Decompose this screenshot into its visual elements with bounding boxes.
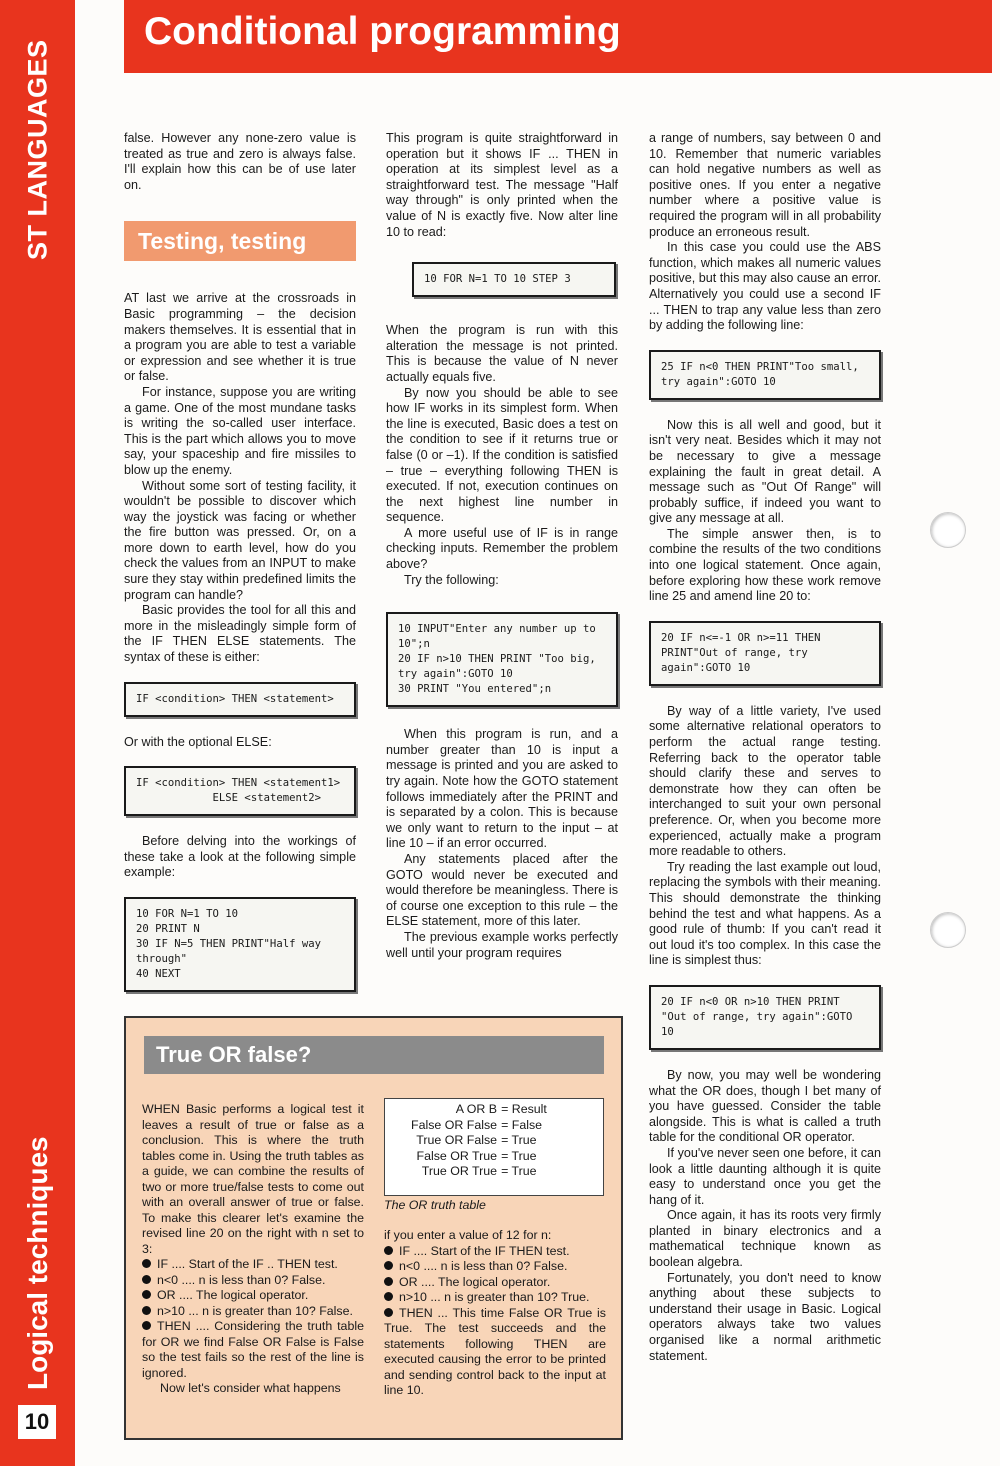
topic-label: Logical techniques <box>22 1136 53 1390</box>
bullet-item: IF .... Start of the IF .. THEN test. <box>142 1257 364 1273</box>
bullet-icon <box>384 1308 393 1317</box>
bullet-icon <box>142 1259 151 1268</box>
code-listing: 20 IF n<0 OR n>10 THEN PRINT "Out of range, try again":GOTO 10 <box>649 985 881 1050</box>
paragraph: Now let's consider what happens <box>160 1381 341 1395</box>
binder-hole <box>930 512 966 548</box>
bullet-item: n<0 .... n is less than 0? False. <box>384 1259 606 1275</box>
column-2 <box>386 131 618 961</box>
code-listing: IF <condition> THEN <statement> <box>124 682 356 717</box>
bullet-item: n>10 ... n is greater than 10? False. <box>142 1304 364 1320</box>
bullet-icon <box>384 1261 393 1270</box>
code-listing: 10 INPUT"Enter any number up to 10";n 20 IF n>10 THEN PRINT "Too big, try again":GOTO 10 30 PRINT "You entered";n <box>386 612 618 707</box>
paragraph: a range of numbers, say between 0 and 10. Remember that numeric variables can hold negative numbers as well as positive ones. If you enter a negative number where a positive value is required the program will in all probability produce an erroneous result. <box>649 131 881 239</box>
paragraph: Before delving into the workings of these take a look at the following simple example: <box>124 834 356 880</box>
paragraph: By way of a little variety, I've used some alternative relational operators to perform the actual range testing. Referring back to the operator table should clarify these and serves to demonstrate how they can often be interchanged to suit your own personal preference. Or, when you become more experienced, actually make a program more readable to others. <box>649 703 881 859</box>
paragraph: The previous example works perfectly well until your program requires <box>386 929 618 960</box>
paragraph: Any statements placed after the GOTO would never be executed and would therefore be meaningless. There is of course one exception to this rule – the ELSE statement, more of this later. <box>386 852 618 929</box>
bullet-icon <box>142 1275 151 1284</box>
truth-table-row: False OR False = False <box>411 1117 543 1132</box>
boxout-column-1 <box>142 1102 364 1397</box>
paragraph: AT last we arrive at the crossroads in Basic programming – the decision makers themselves. It is essential that in a program you are able to test a variable or expression and see whether it is true or false. <box>124 291 356 384</box>
paragraph: if you enter a value of 12 for n: <box>384 1228 552 1242</box>
paragraph: By now, you may well be wondering what the OR does, though I bet many of you have guessed. Consider the table alongside. This is what is called a truth table for the conditional OR operator. <box>649 1067 881 1145</box>
title-bar <box>124 0 992 73</box>
column-3 <box>649 131 881 1364</box>
bullet-item: OR .... The logical operator. <box>384 1275 606 1291</box>
truth-table-row: True OR False = True <box>416 1133 537 1147</box>
paragraph: Try the following: <box>404 572 499 587</box>
code-listing: 10 FOR N=1 TO 10 20 PRINT N 30 IF N=5 THEN PRINT"Half way through" 40 NEXT <box>124 897 356 992</box>
column-1 <box>124 131 356 1010</box>
paragraph: If you've never seen one before, it can look a little daunting although it is quite easy to understand once you get the hang of it. <box>649 1145 881 1207</box>
paragraph: By now you should be able to see how IF works in its simplest form. When the line is executed, Basic does a test on the condition to see if it returns true or false (0 or –1). If the condition is satisfied – true – everything following THEN is executed. If not, execution continues on the next highest line number in sequence. <box>386 385 618 525</box>
paragraph: Once again, it has its roots very firmly planted in binary electronics and a mathematical technique known as boolean algebra. <box>649 1208 881 1270</box>
code-listing: 25 IF n<0 THEN PRINT"Too small, try again":GOTO 10 <box>649 350 881 400</box>
paragraph: false. However any none-zero value is treated as true and zero is always false. I'll explain how this can be of use later on. <box>124 131 356 192</box>
paragraph: WHEN Basic performs a logical test it leaves a result of true or false as a conclusion. This is where the truth tables come in. Using the truth tables as a guide, we can combine the results of two or more true/false tests to come out with an overall answer of true or false. To make this clearer let's examine the revised line 20 on the right with n set to 3: <box>142 1102 364 1256</box>
bullet-icon <box>384 1246 393 1255</box>
truth-table <box>384 1098 604 1196</box>
bullet-icon <box>142 1321 151 1330</box>
paragraph: When this program is run, and a number greater than 10 is input a message is printed and you are asked to try again. Note how the GOTO statement follows immediately after the PRINT and is separated by a colon. This is because we only want to return to the input – at line 10 – if an error occurred. <box>386 727 618 851</box>
paragraph: For instance, suppose you are writing a game. One of the most mundane tasks is writing the so-called user interface. This is the part which allows you to move say, your spaceship and fire missiles to blow up the enemy. <box>124 384 356 477</box>
bullet-item: n>10 ... n is greater than 10? True. <box>384 1290 606 1306</box>
bullet-item: OR .... The logical operator. <box>142 1288 364 1304</box>
subheading: Testing, testing <box>124 221 356 261</box>
truth-table-row: False OR True = True <box>416 1148 537 1163</box>
section-label: ST LANGUAGES <box>22 39 53 260</box>
paragraph: A more useful use of IF is in range checking inputs. Remember the problem above? <box>386 525 618 572</box>
bullet-icon <box>384 1277 393 1286</box>
paragraph: Now this is all well and good, but it isn't very neat. Besides which it may not be necessary to give a message explaining the fault in great detail. A message such as "Out Of Range" will probably suffice, if indeed you want to give any message at all. <box>649 417 881 526</box>
paragraph: In this case you could use the ABS function, which makes all numeric values positive, but this may also cause an error. Alternatively you could use a second IF ... THEN to trap any value less than zero by adding the following line: <box>649 240 881 333</box>
bullet-item: IF .... Start of the IF THEN test. <box>384 1244 606 1260</box>
paragraph: Fortunately, you don't need to know anything about these subjects to understand their usage in Basic. Logical operators always take two values organised like a normal arithmetic statement. <box>649 1270 881 1363</box>
truth-table-row: A OR B = Result <box>455 1102 547 1116</box>
code-listing: IF <condition> THEN <statement1> ELSE <statement2> <box>124 766 356 816</box>
paragraph: Basic provides the tool for all this and more in the misleadingly simple form of the IF THEN ELSE statements. The syntax of these is either: <box>124 603 356 665</box>
bullet-item: THEN ... This time False OR True is True. The test succeeds and the statements following THEN are executed causing the error to be printed and sending control back to the input at line 10. <box>384 1305 606 1397</box>
paragraph: This program is quite straightforward in operation but it shows IF ... THEN in operation at its simplest level as a straightforward test. The message "Half way through" is only printed when the value of N is exactly five. Now alter line 10 to read: <box>386 131 618 239</box>
truth-table-caption: The OR truth table <box>384 1198 486 1212</box>
paragraph: The simple answer then, is to combine the results of the two conditions into one logical statement. Once again, before exploring how these work remove line 25 and amend line 20 to: <box>649 526 881 604</box>
bullet-item: n<0 .... n is less than 0? False. <box>142 1273 364 1289</box>
paragraph: Without some sort of testing facility, it wouldn't be possible to discover which way the joystick was facing or whether the fire button was pressed. Or, on a more down to earth level, how do you check the values from an INPUT to make sure they stay within predefined limits the program can handle? <box>124 478 356 602</box>
bullet-icon <box>142 1290 151 1299</box>
truth-table-row: True OR True = True <box>421 1164 537 1178</box>
paragraph: Try reading the last example out loud, replacing the symbols with their meaning. This should demonstrate the thinking behind the test and what happens. As a good rule of thumb: If you can't read it out loud it's too complex. In this case the line is simplest thus: <box>649 859 881 968</box>
paragraph: Or with the optional ELSE: <box>124 734 272 749</box>
binder-hole <box>930 912 966 948</box>
page-title: Conditional programming <box>144 10 621 53</box>
bullet-icon <box>384 1292 393 1301</box>
bullet-item: THEN .... Considering the truth table for OR we find False OR False is False so the test fails so the rest of the line is ignored. <box>142 1319 364 1380</box>
paragraph: When the program is run with this alteration the message is not printed. This is because the value of N never actually equals five. <box>386 323 618 384</box>
boxout-true-or-false <box>124 1016 623 1440</box>
code-listing: 10 FOR N=1 TO 10 STEP 3 <box>412 262 616 297</box>
boxout-heading: True OR false? <box>144 1036 604 1074</box>
bullet-icon <box>142 1306 151 1315</box>
page-number: 10 <box>18 1405 56 1439</box>
code-listing: 20 IF n<=-1 OR n>=11 THEN PRINT"Out of range, try again":GOTO 10 <box>649 621 881 686</box>
sidebar <box>0 0 75 1466</box>
boxout-column-2 <box>384 1228 606 1399</box>
